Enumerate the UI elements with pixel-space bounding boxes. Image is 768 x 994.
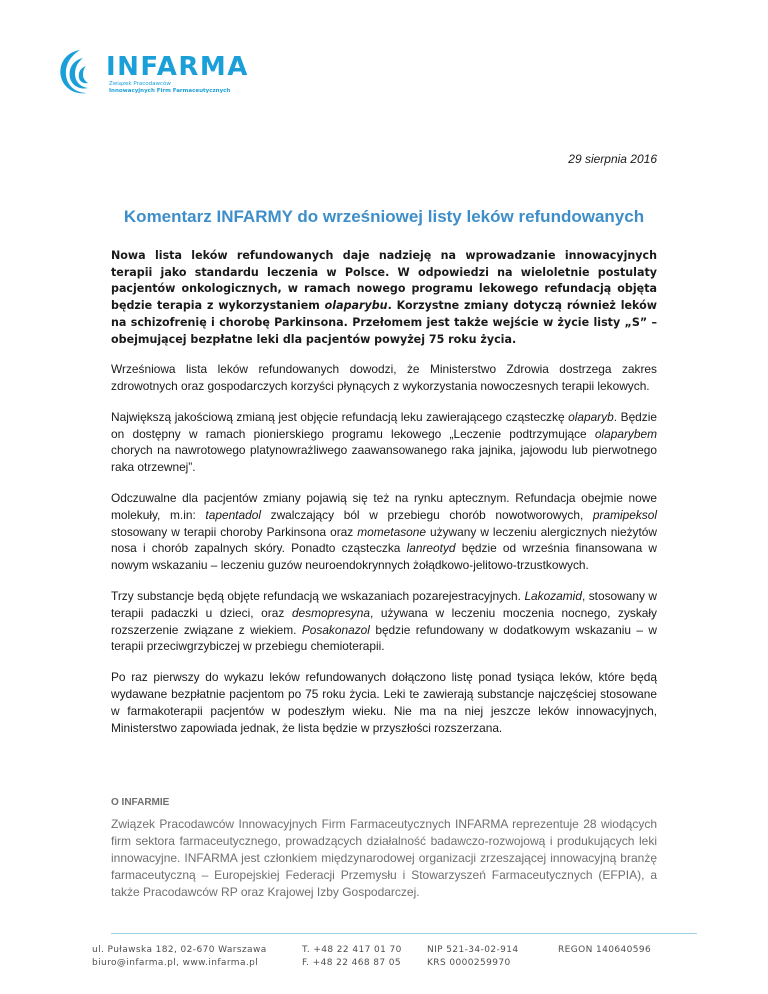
page-title: Komentarz INFARMY do wrześniowej listy leków refundowanych	[123, 207, 645, 226]
footer-phone-block	[302, 944, 402, 970]
paragraph-text: Największą jakościową zmianą jest objęcie refundacją leku zawierającego cząsteczkę	[111, 409, 569, 424]
drug-name: tapentadol	[205, 507, 261, 522]
paragraph-text: , używana w leczeniu moczenia nocnego, zyskały rozszerzenie związane z wiekiem.	[111, 605, 657, 637]
footer-address: ul. Puławska 182, 02-670 Warszawa	[92, 945, 267, 955]
infarma-logo	[58, 48, 288, 98]
footer-phone: T. +48 22 417 01 70	[302, 945, 402, 955]
drug-name: pramipeksol	[592, 507, 658, 522]
paragraph-text: będzie refundowany w dodatkowym wskazaniu – w terapii przeciwgrzybiczej w przebiegu chemioterapii.	[111, 622, 657, 654]
drug-name: olaparyb	[568, 409, 614, 424]
logo-subtitle-line-2: Innowacyjnych Firm Farmaceutycznych	[109, 88, 231, 94]
footer-krs: KRS 0000259970	[427, 958, 511, 968]
footer-fax: F. +48 22 468 87 05	[302, 958, 402, 968]
paragraph-text: chorych na nawrotowego platynowrażliwego zaawansowanego raka jajnika, jajowodu lub pierwotnego raka otrzewnej”.	[111, 443, 657, 475]
footer-contact: biuro@infarma.pl, www.infarma.pl	[92, 958, 259, 968]
paragraph-text: Trzy substancje będą objęte refundacją we wskazaniach pozarejestracyjnych.	[111, 588, 525, 603]
paragraph-5	[111, 669, 657, 736]
paragraph-text: Odczuwalne dla pacjentów zmiany pojawią się też na rynku aptecznym. Refundacja obejmie nowe molekuły, m.in:	[111, 491, 657, 522]
drug-name: mometasone	[357, 524, 426, 539]
paragraph-1	[111, 361, 657, 395]
paragraph-text: będzie od września finansowana w nowym wskazaniu – leczeniu guzów neuroendokrynnych żołądkowo-jelitowo-trzustkowych.	[111, 541, 657, 573]
paragraph-text: Po raz pierwszy do wykazu leków refundowanych dołączono listę ponad tysiąca leków, które będą wydawane bezpłatnie pacjentom po 75 roku życia. Leki te zawierają substancje najczęściej stosowane w farmakoterapii pacjentów w podeszłym wieku. Nie ma na niej jeszcze leków innowacyjnych, Ministerstwo zapowiada jednak, że lista będzie w przyszłości rozszerzana.	[111, 670, 657, 735]
drug-name: olaparybem	[594, 426, 657, 441]
logo-wordmark: INFARMA	[106, 52, 249, 82]
article-body	[111, 248, 657, 750]
drug-name: Posakonazol	[301, 622, 370, 637]
footer-address-block	[92, 944, 267, 970]
footer-divider	[111, 933, 697, 934]
footer-registry-block	[427, 944, 518, 970]
drug-name: desmopresyna	[291, 605, 370, 620]
paragraph-text: . Będzie on dostępny w ramach pionierskiego programu lekowego „Leczenie podtrzymujące	[111, 409, 657, 441]
lead-text: Nowa lista leków refundowanych daje nadzieję na wprowadzanie innowacyjnych terapii jako standardu leczenia w Polsce. W odpowiedzi na wieloletnie postulaty pacjentów onkologicznych, w ramach nowego programu lekowego refundacją objęta będzie terapia z wykorzystaniem	[111, 249, 657, 313]
paragraph-4	[111, 588, 657, 655]
paragraph-text: używany w leczeniu alergicznych nieżytów nosa i chorób zapalnych skóry. Ponadto cząsteczka	[111, 524, 657, 556]
paragraph-text: zwalczający ból w przebiegu chorób nowotworowych,	[260, 507, 593, 522]
paragraph-text: stosowany w terapii choroby Parkinsona oraz	[111, 524, 358, 539]
drug-name: Lakozamid	[524, 588, 582, 603]
paragraph-3	[111, 490, 657, 574]
drug-name: lanreotyd	[406, 541, 456, 556]
footer-regon: REGON 140640596	[558, 945, 652, 955]
logo-subtitle-line-1: Związek Pracodawców	[109, 81, 171, 87]
lead-paragraph	[111, 248, 657, 348]
lead-text: . Korzystne zmiany dotyczą również leków na schizofrenię i chorobę Parkinsona. Przełomem jest także wejście w życie listy „S” – obejmującej bezpłatne leki dla pacjentów powyżej 75 roku życia.	[111, 299, 657, 346]
footer-regon-block	[558, 944, 651, 957]
footer-nip: NIP 521-34-02-914	[427, 945, 519, 955]
paragraph-text: Wrześniowa lista leków refundowanych dowodzi, że Ministerstwo Zdrowia dostrzega zakres zdrowotnych oraz gospodarczych korzyści płynących z wykorzystania nowoczesnych terapii lekowych.	[111, 362, 657, 394]
lead-emphasis: olaparybu	[324, 299, 388, 313]
paragraph-text: , stosowany w terapii padaczki u dzieci, oraz	[111, 588, 657, 620]
about-text: Związek Pracodawców Innowacyjnych Firm Farmaceutycznych INFARMA reprezentuje 28 wiodących firm sektora farmaceutycznego, prowadzących działalność badawczo-rozwojową i produkujących leki innowacyjne. INFARMA jest członkiem międzynarodowej organizacji zrzeszającej innowacyjną branżę farmaceutyczną – Europejskiej Federacji Przemysłu i Stowarzyszeń Farmaceutycznych (EFPIA), a także Pracodawców RP oraz Krajowej Izby Gospodarczej.	[111, 817, 657, 899]
infarma-swirl-icon	[58, 48, 104, 96]
paragraph-2	[111, 409, 657, 476]
about-heading: O INFARMIE	[111, 797, 170, 808]
document-date: 29 sierpnia 2016	[568, 152, 657, 166]
